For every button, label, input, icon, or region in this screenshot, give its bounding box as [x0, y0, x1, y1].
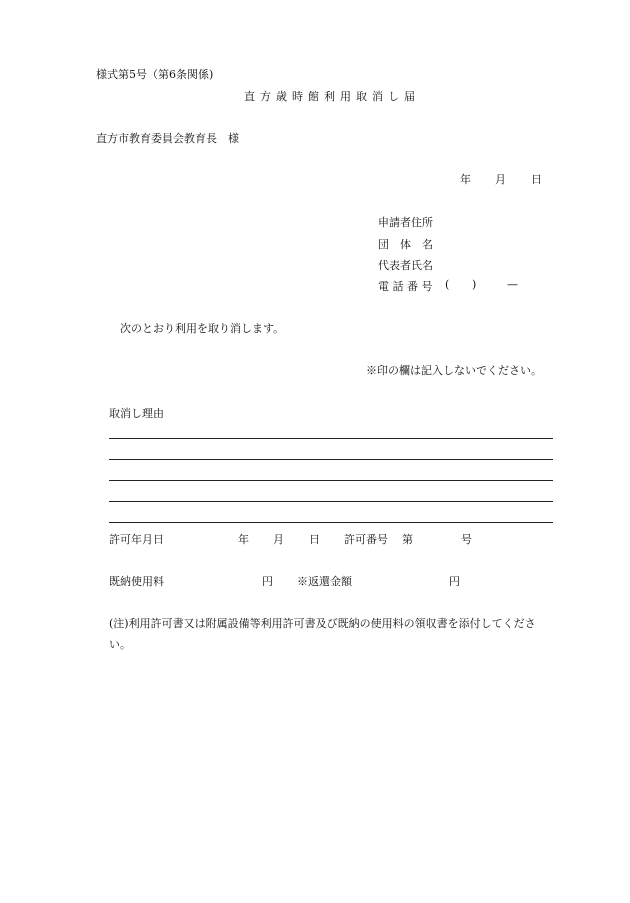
- date-month-label: 月: [495, 173, 506, 186]
- representative-name-label: 代表者氏名: [378, 259, 433, 272]
- paid-fee-unit: 円: [262, 575, 273, 588]
- reason-line-5: [109, 522, 553, 523]
- paid-fee-label: 既納使用料: [109, 575, 164, 588]
- phone-open-paren: (: [445, 278, 450, 291]
- permit-number-suffix: 号: [461, 533, 472, 546]
- permit-number-prefix: 第: [402, 533, 413, 546]
- refund-amount-label: ※返還金額: [297, 575, 352, 588]
- page-title: 直方歳時館利用取消し届: [244, 90, 420, 103]
- reason-line-3: [109, 480, 553, 481]
- addressee: 直方市教育委員会教育長 様: [96, 132, 239, 145]
- reason-line-1: [109, 438, 553, 439]
- phone-dash: —: [507, 278, 518, 291]
- reason-line-4: [109, 501, 553, 502]
- refund-amount-unit: 円: [449, 575, 460, 588]
- date-day-label: 日: [531, 173, 542, 186]
- footnote-line-1: (注)利用許可書又は附属設備等利用許可書及び既納の使用料の領収書を添付してくださ: [109, 617, 536, 630]
- form-number: 様式第5号（第6条関係): [96, 68, 214, 81]
- group-name-label: 団 体 名: [378, 238, 433, 251]
- phone-close-paren: ): [472, 278, 477, 291]
- permit-day-label: 日: [309, 533, 320, 546]
- applicant-address-label: 申請者住所: [378, 216, 433, 229]
- permit-date-label: 許可年月日: [109, 533, 164, 546]
- date-year-label: 年: [460, 173, 471, 186]
- permit-number-label: 許可番号: [344, 533, 388, 546]
- footnote-line-2: い。: [109, 638, 131, 651]
- phone-number-label: 電 話 番 号: [378, 280, 433, 293]
- asterisk-note: ※印の欄は記入しないでください。: [366, 364, 542, 377]
- permit-year-label: 年: [238, 533, 249, 546]
- body-text: 次のとおり利用を取り消します。: [120, 322, 285, 335]
- permit-month-label: 月: [273, 533, 284, 546]
- reason-label: 取消し理由: [109, 407, 164, 420]
- reason-line-2: [109, 459, 553, 460]
